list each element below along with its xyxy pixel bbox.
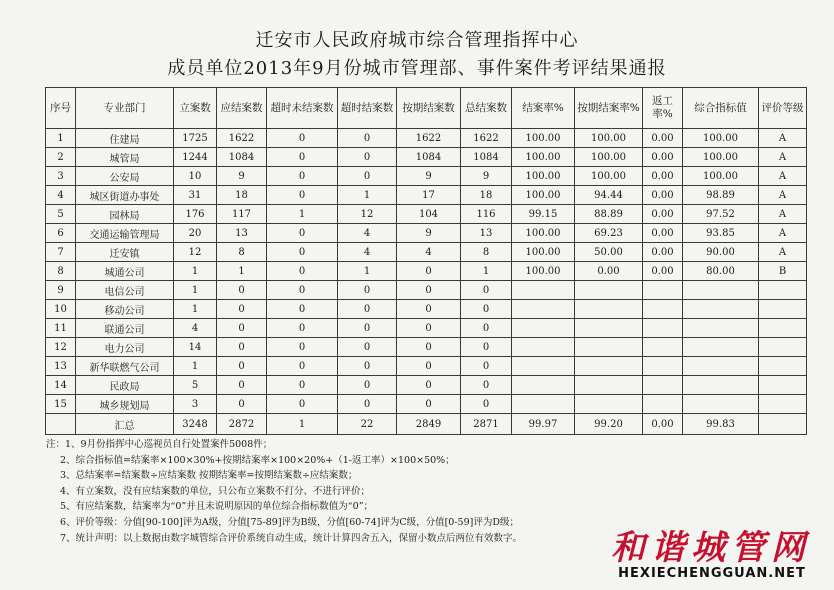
footnote-line: 2、综合指标值=结案率×100×30%+按期结案率×100×20%+（1-返工率）×100×50%； bbox=[60, 454, 455, 466]
table-cell bbox=[759, 338, 807, 357]
table-cell bbox=[683, 281, 759, 300]
table-cell bbox=[643, 395, 683, 414]
table-cell: 0 bbox=[267, 243, 338, 262]
table-cell: 0 bbox=[397, 281, 461, 300]
footnote-line: 6、评价等级：分值[90-100]评为A级，分值[75-89]评为B级，分值[60-74]评为C级，分值[0-59]评为D级； bbox=[60, 516, 519, 528]
table-cell: 0 bbox=[338, 338, 397, 357]
table-cell: 0 bbox=[267, 129, 338, 148]
table-cell bbox=[512, 395, 575, 414]
column-header: 立案数 bbox=[174, 88, 217, 129]
table-cell: 88.89 bbox=[575, 205, 643, 224]
table-cell: 98.89 bbox=[683, 186, 759, 205]
table-cell: 民政局 bbox=[76, 376, 174, 395]
table-cell: 100.00 bbox=[683, 129, 759, 148]
table-cell: 100.00 bbox=[683, 148, 759, 167]
table-cell bbox=[643, 357, 683, 376]
table-cell: 0 bbox=[267, 281, 338, 300]
table-cell: 0.00 bbox=[643, 205, 683, 224]
table-cell: 116 bbox=[461, 205, 512, 224]
table-header-row bbox=[46, 88, 807, 129]
table-row bbox=[46, 338, 807, 357]
table-cell: 100.00 bbox=[575, 148, 643, 167]
table-cell: 0 bbox=[461, 376, 512, 395]
table-cell: 1 bbox=[217, 262, 267, 281]
column-header: 评价等级 bbox=[759, 88, 807, 129]
table-cell: 0.00 bbox=[643, 148, 683, 167]
table-cell: 0 bbox=[397, 357, 461, 376]
table-cell: 10 bbox=[174, 167, 217, 186]
table-cell: 0 bbox=[461, 300, 512, 319]
table-cell bbox=[759, 319, 807, 338]
table-cell: 0 bbox=[397, 319, 461, 338]
table-cell: 10 bbox=[46, 300, 76, 319]
table-cell: 0 bbox=[397, 395, 461, 414]
table-cell: 9 bbox=[461, 167, 512, 186]
table-cell bbox=[759, 281, 807, 300]
table-cell: 99.15 bbox=[512, 205, 575, 224]
table-cell bbox=[575, 338, 643, 357]
table-cell bbox=[643, 281, 683, 300]
watermark-logo: 和谐城管网 bbox=[611, 528, 811, 568]
table-cell: 17 bbox=[397, 186, 461, 205]
table-cell: 1 bbox=[174, 300, 217, 319]
total-row bbox=[46, 414, 807, 435]
table-cell: 住建局 bbox=[76, 129, 174, 148]
table-cell: 1 bbox=[461, 262, 512, 281]
table-cell: 0 bbox=[267, 300, 338, 319]
table-cell bbox=[643, 338, 683, 357]
table-cell: 0 bbox=[267, 338, 338, 357]
table-row bbox=[46, 205, 807, 224]
table-cell: 0 bbox=[267, 224, 338, 243]
table-cell: 100.00 bbox=[683, 167, 759, 186]
total-cell: 0.00 bbox=[643, 414, 683, 435]
table-cell: 园林局 bbox=[76, 205, 174, 224]
table-cell bbox=[575, 376, 643, 395]
table-cell: 0.00 bbox=[643, 167, 683, 186]
table-cell: 1 bbox=[46, 129, 76, 148]
table-cell: 0 bbox=[217, 357, 267, 376]
table-cell: 12 bbox=[338, 205, 397, 224]
table-cell: 93.85 bbox=[683, 224, 759, 243]
column-header: 专业部门 bbox=[76, 88, 174, 129]
table-row bbox=[46, 319, 807, 338]
table-cell: 100.00 bbox=[512, 129, 575, 148]
table-cell bbox=[683, 395, 759, 414]
evaluation-table bbox=[45, 87, 807, 435]
table-cell: 交通运输管理局 bbox=[76, 224, 174, 243]
table-cell: 1 bbox=[174, 262, 217, 281]
table-cell: 0 bbox=[217, 300, 267, 319]
table-cell: 9 bbox=[397, 224, 461, 243]
table-cell: 12 bbox=[46, 338, 76, 357]
table-cell: 0 bbox=[461, 395, 512, 414]
table-cell bbox=[643, 376, 683, 395]
table-cell: 电力公司 bbox=[76, 338, 174, 357]
table-cell: 6 bbox=[46, 224, 76, 243]
table-cell: 0 bbox=[267, 357, 338, 376]
table-cell: 0 bbox=[338, 376, 397, 395]
table-cell: 1 bbox=[174, 281, 217, 300]
table-cell: 0 bbox=[217, 319, 267, 338]
table-row bbox=[46, 300, 807, 319]
table-cell: 0.00 bbox=[575, 262, 643, 281]
column-header: 序号 bbox=[46, 88, 76, 129]
table-cell: A bbox=[759, 243, 807, 262]
table-cell: 1622 bbox=[397, 129, 461, 148]
table-cell: 0 bbox=[338, 319, 397, 338]
table-row bbox=[46, 357, 807, 376]
table-cell: 1 bbox=[174, 357, 217, 376]
table-cell: 1244 bbox=[174, 148, 217, 167]
table-cell: 0 bbox=[217, 338, 267, 357]
table-cell: 14 bbox=[46, 376, 76, 395]
table-cell: 100.00 bbox=[512, 148, 575, 167]
table-cell: 0 bbox=[338, 167, 397, 186]
table-cell: 城区街道办事处 bbox=[76, 186, 174, 205]
table-cell: 31 bbox=[174, 186, 217, 205]
table-cell bbox=[683, 319, 759, 338]
table-cell bbox=[683, 376, 759, 395]
column-header: 总结案数 bbox=[461, 88, 512, 129]
table-cell: 12 bbox=[174, 243, 217, 262]
table-cell bbox=[683, 357, 759, 376]
table-cell: 100.00 bbox=[512, 186, 575, 205]
table-cell: 城管局 bbox=[76, 148, 174, 167]
table-cell: 100.00 bbox=[512, 224, 575, 243]
table-cell: 5 bbox=[46, 205, 76, 224]
table-cell: 100.00 bbox=[575, 167, 643, 186]
table-cell: 迁安镇 bbox=[76, 243, 174, 262]
table-cell: 4 bbox=[338, 224, 397, 243]
column-header: 应结案数 bbox=[217, 88, 267, 129]
table-cell: 0 bbox=[267, 319, 338, 338]
table-cell: 移动公司 bbox=[76, 300, 174, 319]
table-cell: 100.00 bbox=[512, 243, 575, 262]
table-cell: 1 bbox=[338, 262, 397, 281]
table-cell: 90.00 bbox=[683, 243, 759, 262]
table-cell: 0 bbox=[267, 376, 338, 395]
table-cell: 城通公司 bbox=[76, 262, 174, 281]
table-cell: 9 bbox=[397, 167, 461, 186]
table-cell: 0 bbox=[217, 376, 267, 395]
table-cell: 14 bbox=[174, 338, 217, 357]
table-cell bbox=[512, 357, 575, 376]
table-cell: A bbox=[759, 205, 807, 224]
table-cell: 4 bbox=[46, 186, 76, 205]
column-header: 按期结案数 bbox=[397, 88, 461, 129]
table-cell bbox=[512, 376, 575, 395]
total-cell: 3248 bbox=[174, 414, 217, 435]
table-cell: 1 bbox=[267, 205, 338, 224]
table-cell: 0 bbox=[217, 395, 267, 414]
total-cell bbox=[46, 414, 76, 435]
table-cell: 1622 bbox=[217, 129, 267, 148]
table-row bbox=[46, 395, 807, 414]
table-cell: 0 bbox=[461, 281, 512, 300]
total-cell: 2849 bbox=[397, 414, 461, 435]
table-cell: 69.23 bbox=[575, 224, 643, 243]
total-cell: 汇总 bbox=[76, 414, 174, 435]
column-header: 超时结案数 bbox=[338, 88, 397, 129]
table-cell: 0.00 bbox=[643, 186, 683, 205]
table-cell bbox=[512, 319, 575, 338]
column-header: 返工率% bbox=[643, 88, 683, 129]
table-cell: 0 bbox=[267, 148, 338, 167]
table-cell: 0.00 bbox=[643, 129, 683, 148]
table-cell bbox=[512, 281, 575, 300]
table-row bbox=[46, 186, 807, 205]
footnote-line: 4、有立案数，没有应结案数的单位，只公布立案数不打分、不进行评价； bbox=[60, 485, 371, 497]
table-cell: 电信公司 bbox=[76, 281, 174, 300]
table-cell: 9 bbox=[46, 281, 76, 300]
table-cell: 0.00 bbox=[643, 243, 683, 262]
table-cell: 8 bbox=[217, 243, 267, 262]
table-cell: 20 bbox=[174, 224, 217, 243]
table-row bbox=[46, 167, 807, 186]
table-cell: 94.44 bbox=[575, 186, 643, 205]
table-cell bbox=[575, 300, 643, 319]
total-cell: 2872 bbox=[217, 414, 267, 435]
table-cell: 0 bbox=[338, 300, 397, 319]
table-cell: 1622 bbox=[461, 129, 512, 148]
total-cell: 2871 bbox=[461, 414, 512, 435]
table-cell: 4 bbox=[174, 319, 217, 338]
table-cell bbox=[759, 376, 807, 395]
table-cell: 0 bbox=[461, 319, 512, 338]
table-cell: 50.00 bbox=[575, 243, 643, 262]
column-header: 按期结案率% bbox=[575, 88, 643, 129]
table-cell: 1084 bbox=[217, 148, 267, 167]
table-cell: 4 bbox=[338, 243, 397, 262]
table-cell: 0 bbox=[397, 338, 461, 357]
table-cell: 100.00 bbox=[512, 262, 575, 281]
table-cell: 0 bbox=[338, 129, 397, 148]
table-cell: 城乡规划局 bbox=[76, 395, 174, 414]
total-cell bbox=[759, 414, 807, 435]
table-cell: 2 bbox=[46, 148, 76, 167]
table-cell bbox=[575, 281, 643, 300]
table-row bbox=[46, 376, 807, 395]
column-header: 结案率% bbox=[512, 88, 575, 129]
table-cell: 5 bbox=[174, 376, 217, 395]
footnote-line: 注：1、9月份指挥中心巡视员自行处置案件5008件； bbox=[46, 439, 273, 450]
table-cell: 100.00 bbox=[575, 129, 643, 148]
table-cell bbox=[643, 319, 683, 338]
table-cell: A bbox=[759, 224, 807, 243]
table-cell: 1084 bbox=[397, 148, 461, 167]
table-cell: 15 bbox=[46, 395, 76, 414]
footnote-line: 7、统计声明：以上数据由数字城管综合评价系统自动生成，统计计算四舍五入，保留小数点后两位有效数字。 bbox=[60, 532, 523, 544]
table-row bbox=[46, 129, 807, 148]
table-cell: 0 bbox=[338, 148, 397, 167]
table-row bbox=[46, 148, 807, 167]
table-cell: 4 bbox=[397, 243, 461, 262]
footnote-line: 5、有应结案数，结案率为“0”并且未说明原因的单位综合指标数值为“0”； bbox=[60, 501, 374, 513]
column-header: 超时未结案数 bbox=[267, 88, 338, 129]
table-cell: A bbox=[759, 167, 807, 186]
table-cell: 0 bbox=[338, 395, 397, 414]
table-row bbox=[46, 224, 807, 243]
table-cell bbox=[512, 338, 575, 357]
table-cell bbox=[575, 357, 643, 376]
total-cell: 99.83 bbox=[683, 414, 759, 435]
table-cell bbox=[759, 300, 807, 319]
table-cell: A bbox=[759, 129, 807, 148]
table-cell: 0 bbox=[461, 357, 512, 376]
table-cell: 联通公司 bbox=[76, 319, 174, 338]
table-cell: 18 bbox=[217, 186, 267, 205]
table-cell: 1725 bbox=[174, 129, 217, 148]
table-cell: 104 bbox=[397, 205, 461, 224]
report-subtitle: 成员单位2013年9月份城市管理部、事件案件考评结果通报 bbox=[167, 58, 667, 79]
table-cell: 3 bbox=[174, 395, 217, 414]
table-cell bbox=[575, 319, 643, 338]
table-cell: 0.00 bbox=[643, 262, 683, 281]
table-cell bbox=[512, 300, 575, 319]
report-title: 迁安市人民政府城市综合管理指挥中心 bbox=[255, 30, 579, 51]
table-cell: 0 bbox=[267, 395, 338, 414]
table-cell: A bbox=[759, 186, 807, 205]
table-cell: 0 bbox=[267, 262, 338, 281]
table-row bbox=[46, 243, 807, 262]
table-cell: 1084 bbox=[461, 148, 512, 167]
footnotes bbox=[46, 437, 522, 546]
table-cell: 9 bbox=[217, 167, 267, 186]
table-cell bbox=[575, 395, 643, 414]
table-cell: 117 bbox=[217, 205, 267, 224]
table-cell: 0.00 bbox=[643, 224, 683, 243]
table-cell: 18 bbox=[461, 186, 512, 205]
table-cell: B bbox=[759, 262, 807, 281]
table-cell: 176 bbox=[174, 205, 217, 224]
table-row bbox=[46, 262, 807, 281]
table-cell: 97.52 bbox=[683, 205, 759, 224]
footnote-line: 3、总结案率=结案数÷应结案数 按期结案率=按期结案数÷应结案数； bbox=[60, 470, 358, 482]
column-header: 综合指标值 bbox=[683, 88, 759, 129]
table-cell: 13 bbox=[217, 224, 267, 243]
table-cell: 100.00 bbox=[512, 167, 575, 186]
total-cell: 99.97 bbox=[512, 414, 575, 435]
table-cell: 3 bbox=[46, 167, 76, 186]
table-cell: 公安局 bbox=[76, 167, 174, 186]
total-cell: 22 bbox=[338, 414, 397, 435]
table-cell: 80.00 bbox=[683, 262, 759, 281]
watermark-url: HEXIECHENGGUAN.NET bbox=[618, 566, 806, 581]
table-cell: 新华联燃气公司 bbox=[76, 357, 174, 376]
table-cell bbox=[759, 357, 807, 376]
table-cell: 0 bbox=[397, 376, 461, 395]
total-cell: 99.20 bbox=[575, 414, 643, 435]
table-cell: 0 bbox=[267, 167, 338, 186]
table-cell bbox=[643, 300, 683, 319]
table-cell: 0 bbox=[267, 186, 338, 205]
table-cell: 13 bbox=[461, 224, 512, 243]
table-cell: 8 bbox=[46, 262, 76, 281]
table-cell: 0 bbox=[217, 281, 267, 300]
table-cell: 0 bbox=[461, 338, 512, 357]
table-cell: 8 bbox=[461, 243, 512, 262]
table-cell: 0 bbox=[338, 357, 397, 376]
table-cell: 0 bbox=[397, 262, 461, 281]
table-cell: 7 bbox=[46, 243, 76, 262]
table-cell: 11 bbox=[46, 319, 76, 338]
table-body bbox=[46, 129, 807, 435]
table-cell: 0 bbox=[397, 300, 461, 319]
table-cell: 0 bbox=[338, 281, 397, 300]
table-cell: 13 bbox=[46, 357, 76, 376]
table-cell: 1 bbox=[338, 186, 397, 205]
table-cell: A bbox=[759, 148, 807, 167]
table-cell bbox=[759, 395, 807, 414]
total-cell: 1 bbox=[267, 414, 338, 435]
table-cell bbox=[683, 338, 759, 357]
table-cell bbox=[683, 300, 759, 319]
table-row bbox=[46, 281, 807, 300]
